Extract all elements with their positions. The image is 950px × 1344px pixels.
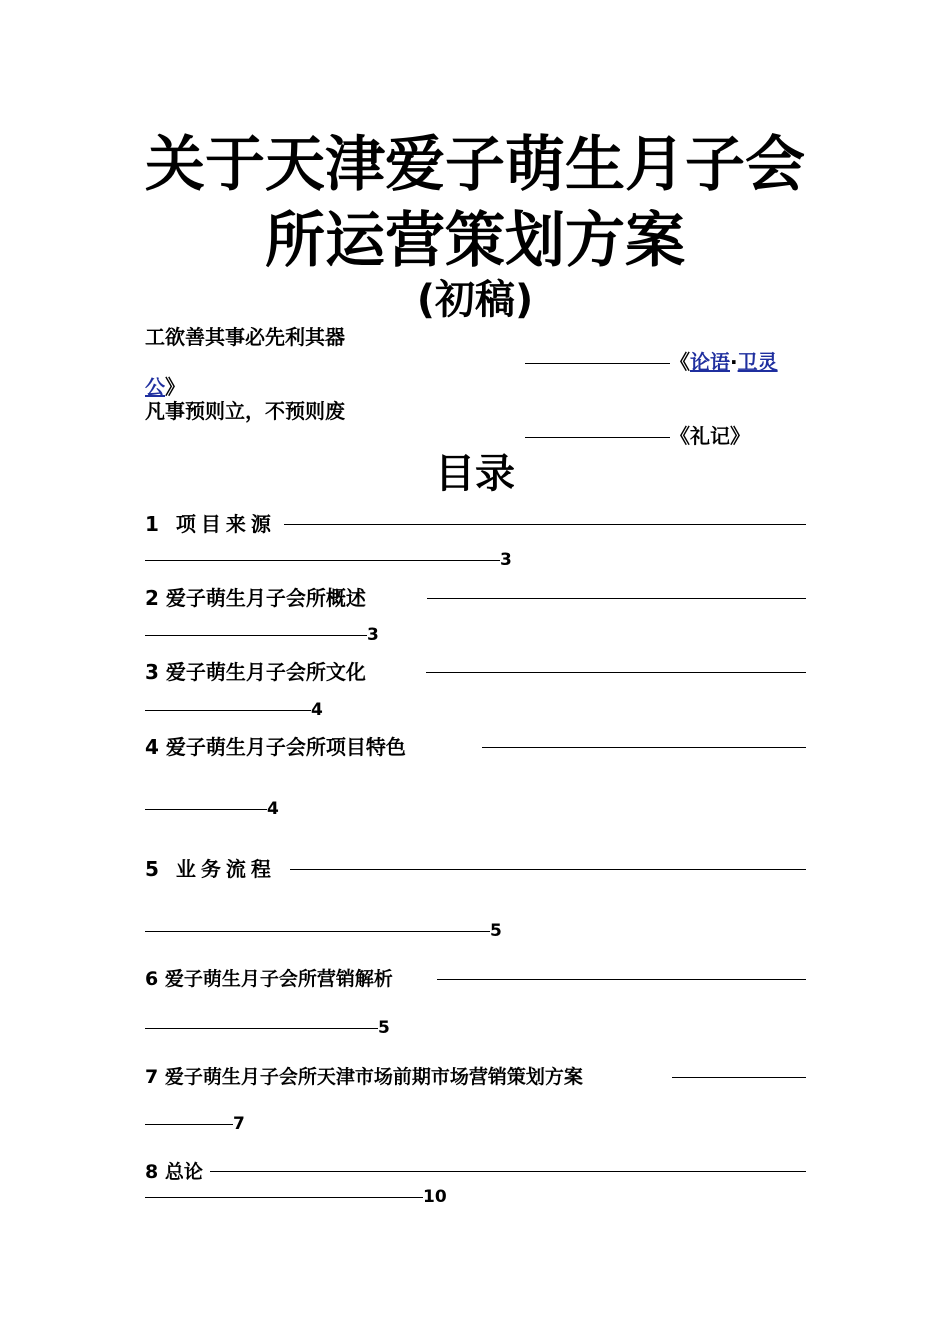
close-bracket: 》: [165, 375, 185, 399]
toc-entry-2-title[interactable]: 2 爱子萌生月子会所概述: [145, 586, 366, 610]
toc-heading: 目录: [435, 451, 515, 497]
document-title-line-1: 关于天津爱子萌生月子会: [145, 130, 805, 200]
toc-entry-4-page[interactable]: 4: [267, 799, 279, 819]
toc-leader-line: [437, 979, 806, 980]
source-link-weilinggong[interactable]: 卫灵: [737, 350, 778, 374]
toc-leader-line: [672, 1077, 806, 1078]
toc-leader-line: [145, 1028, 378, 1029]
toc-entry-8-page[interactable]: 10: [423, 1187, 447, 1207]
attribution-dash: [525, 363, 670, 364]
toc-leader-line: [145, 931, 490, 932]
toc-leader-line: [145, 809, 267, 810]
toc-leader-line: [145, 1124, 233, 1125]
source-link-weilinggong-cont[interactable]: 公: [145, 375, 165, 399]
quote-2-text: 凡事预则立，不预则废: [145, 399, 345, 423]
toc-entry-5-page[interactable]: 5: [490, 921, 502, 941]
toc-leader-line: [210, 1171, 806, 1172]
toc-entry-7-title[interactable]: 7 爱子萌生月子会所天津市场前期市场营销策划方案: [145, 1066, 583, 1088]
toc-entry-6-page[interactable]: 5: [378, 1018, 390, 1038]
quote-2-source: 《礼记》: [670, 424, 750, 448]
toc-leader-line: [426, 672, 806, 673]
toc-leader-line: [427, 598, 806, 599]
document-subtitle: (初稿): [416, 277, 534, 323]
toc-entry-1-page[interactable]: 3: [500, 550, 512, 570]
toc-entry-7-page[interactable]: 7: [233, 1114, 245, 1134]
quote-1-attribution-wrap: [145, 375, 185, 399]
quote-1-text: 工欲善其事必先利其器: [145, 325, 345, 349]
toc-entry-2-page[interactable]: 3: [367, 625, 379, 645]
quote-1-attribution: [525, 350, 778, 374]
toc-entry-3-page[interactable]: 4: [311, 700, 323, 720]
toc-leader-line: [290, 869, 806, 870]
open-bracket: 《: [670, 350, 690, 374]
toc-leader-line: [145, 710, 311, 711]
toc-entry-8-title[interactable]: 8 总论: [145, 1161, 203, 1183]
attribution-dash: [525, 437, 670, 438]
toc-leader-line: [284, 524, 806, 525]
separator-dot: ·: [730, 350, 738, 374]
toc-leader-line: [482, 747, 806, 748]
toc-entry-6-title[interactable]: 6 爱子萌生月子会所营销解析: [145, 968, 393, 990]
source-link-lunyu[interactable]: 论语: [690, 350, 730, 374]
toc-entry-5-title[interactable]: 5 业务流程: [145, 857, 276, 881]
toc-entry-3-title[interactable]: 3 爱子萌生月子会所文化: [145, 660, 366, 684]
toc-leader-line: [145, 635, 367, 636]
toc-entry-4-title[interactable]: 4 爱子萌生月子会所项目特色: [145, 735, 406, 759]
document-title-line-2: 所运营策划方案: [265, 206, 685, 276]
toc-leader-line: [145, 560, 500, 561]
toc-entry-1-title[interactable]: 1 项目来源: [145, 512, 276, 536]
toc-leader-line: [145, 1197, 423, 1198]
quote-2-attribution: [525, 424, 750, 448]
